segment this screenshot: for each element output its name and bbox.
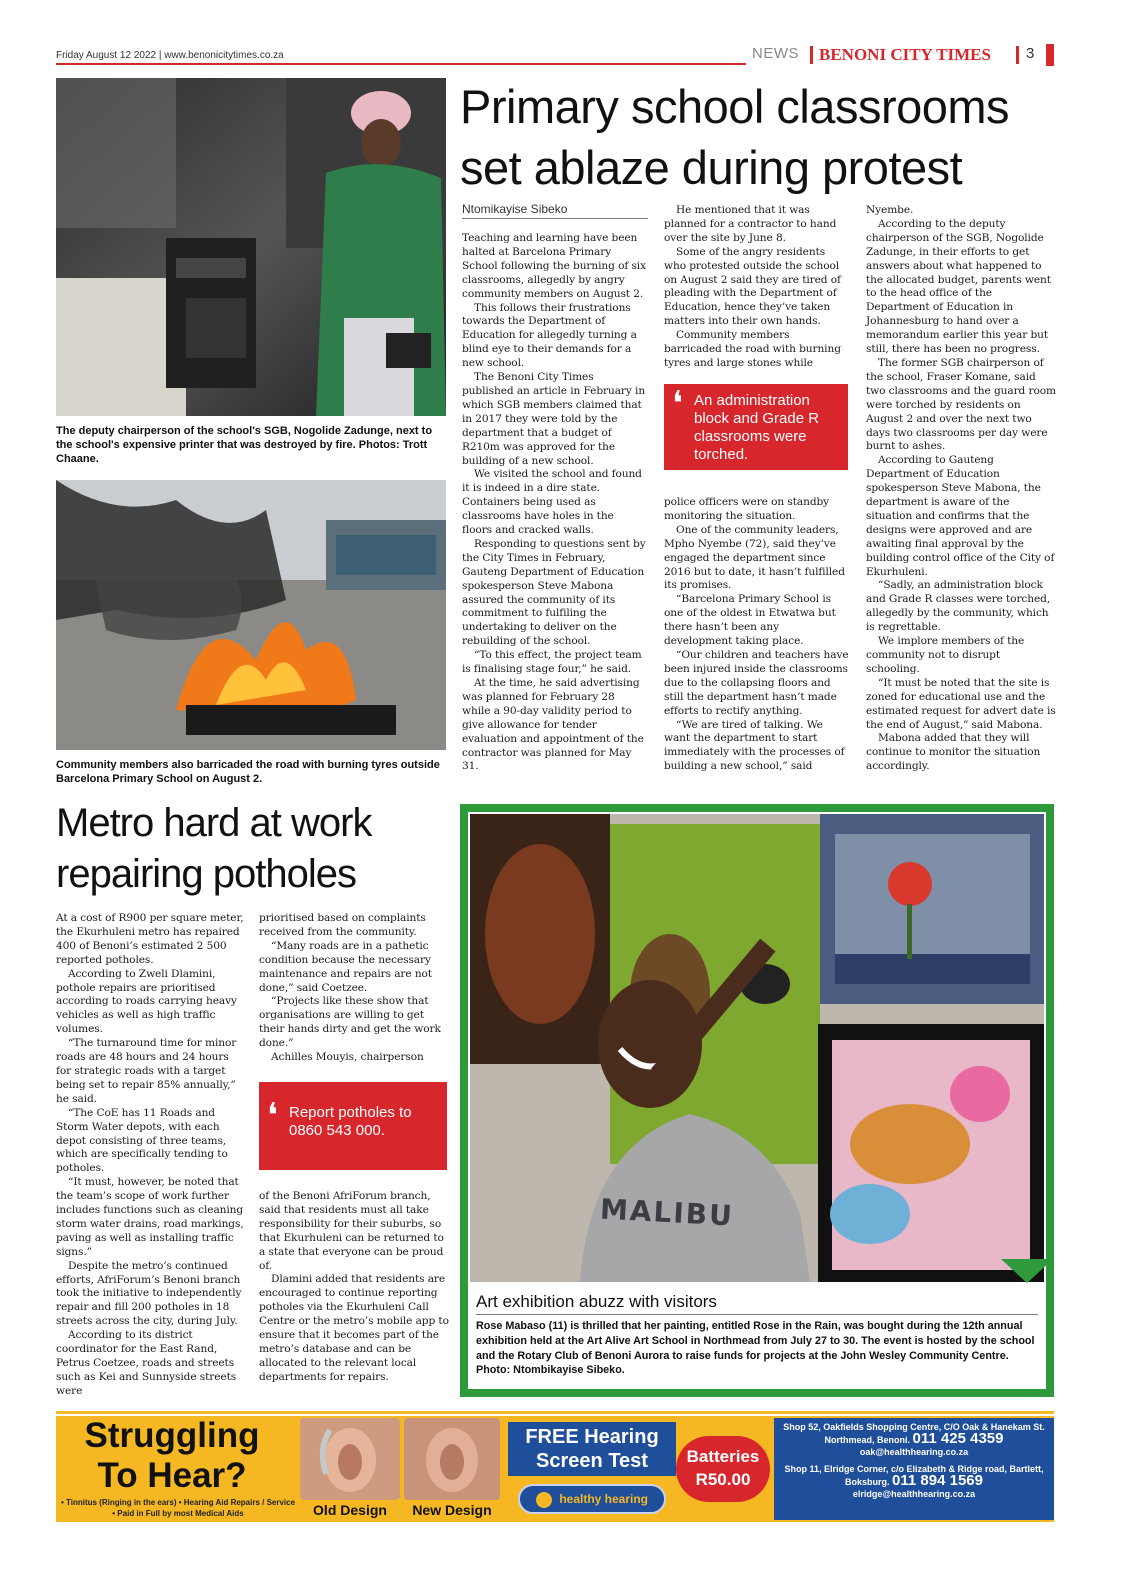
branch2-email[interactable]: elridge@healthhearing.co.za [852,1489,976,1499]
paragraph: He mentioned that it was planned for a contractor to hand over the site by June 8. [664,204,837,244]
story1-pull-quote [664,384,848,470]
batteries-label: Batteries [686,1447,760,1466]
paragraph: Achilles Mouyis, chairperson [271,1051,424,1064]
ad-headline-line1: Struggling [84,1416,260,1455]
corner-triangle [1001,1259,1053,1283]
story1-column-3 [866,204,1056,774]
byline-rule [462,218,648,219]
paragraph: At the time, he said advertising was planned for February 28 while a 90-day validity period to give allowance for tender evaluation and appointment of the contractor was planned for May 31. [462,677,644,773]
paragraph: “Our children and teachers have been injured inside the classrooms due to the collapsing floors and still the department hasn’t made efforts to rectify anything. [664,648,849,717]
page-tab [1046,44,1054,66]
headline-rule [476,1314,1038,1315]
paragraph: Community members barricaded the road with burning tyres and large stones while [664,329,841,369]
story1-column-2-bottom [664,496,850,774]
sweater-text: MALIBU [599,1192,735,1233]
paragraph: One of the community leaders, Mpho Nyembe (72), said they’ve engaged the department since 2016 but to date, it hasn’t fulfilled its promises. [664,523,845,592]
branch2-address: Shop 11, Elridge Corner, c/o Elizabeth & Ridge road, Bartlett, Boksburg. [784,1464,1044,1487]
paragraph: Despite the metro’s continued efforts, AfriForum’s Benoni branch took the initiative to independently repair and fill 200 potholes in 18 streets across the city, during July. [56,1259,242,1328]
brand-logo-icon [536,1492,552,1508]
story3-headline: Art exhibition abuzz with visitors [476,1292,717,1311]
branch1-phone: 011 425 4359 [912,1430,1004,1447]
story1-byline: Ntomikayise Sibeko [462,202,568,216]
story1-headline: Primary school classrooms set ablaze during protest [460,80,1010,194]
paragraph: Responding to questions sent by the City Times in February, Gauteng Department of Education spokesperson Steve Mabona assured the community of its commitment to fulfiling the undertaking to deliver on the rebuilding of the school. [462,537,646,648]
paragraph: prioritised based on complaints received from the community. [259,912,426,938]
story3-caption: Rose Mabaso (11) is thrilled that her painting, entitled Rose in the Rain, was bought during the 12th annual exhibition held at the Art Alive Art School in Northmead from July 27 to 30. The event is hosted by the school and the Rotary Club of Benoni Aurora to raise funds for projects at the John Wesley Community Centre. Photo: Ntombikayise Sibeko. [476,1320,1035,1377]
paragraph: According to the deputy chairperson of the SGB, Nogolide Zadunge, in their efforts to get answers about what happened to the allocated budget, parents went to the head office of the Department of Education in Johannesburg to hand over a memorandum earlier this year but still, there has been no progress. [866,217,1051,356]
story2-pull-quote [259,1082,447,1170]
paragraph: “To this effect, the project team is finalising stage four,” he said. [462,649,642,676]
paragraph: According to Gauteng Department of Education spokesperson Steve Mabona, the department is aware of the situation and confirms that the designs were approved and are awaiting final approval by the building control office of the City of Ekurhuleni. [866,454,1055,578]
header-divider-2 [1016,46,1019,64]
paragraph: Some of the angry residents who protested outside the school on August 2 said they are tired of pleading with the Department of Education, hence they’ve taken matters into their own hands. [664,245,841,328]
paragraph: Nyembe. [866,204,914,216]
paragraph: “The CoE has 11 Roads and Storm Water depots, with each depot consisting of three teams, which are specifically tending to potholes. [56,1106,228,1175]
story1-column-2-top [664,204,850,371]
story2-headline: Metro hard at work repairing potholes [56,801,372,896]
ear-photo-old [300,1418,400,1500]
paragraph: According to Zweli Dlamini, pothole repairs are prioritised according to roads carrying heavy vehicles as well as high traffic volumes. [56,967,237,1036]
story1-column-1 [462,232,646,774]
paragraph: The Benoni City Times published an article in February in which SGB members claimed that in 2017 they were told by the department that a budget of R210m was approved for the building of a new school. [462,371,646,467]
advert-top-rule [56,1411,1054,1414]
brand-name: healthy hearing [559,1492,649,1506]
header-divider-1 [810,46,813,64]
batteries-badge [676,1436,770,1502]
header-rule [56,63,746,65]
old-design-label: Old Design [313,1502,387,1518]
ear-photo-new [404,1418,500,1500]
branch1-address: Shop 52, Oakfields Shopping Centre, C/O Oak & Hanekam St. Northmead, Benoni. [783,1422,1045,1445]
paragraph: We implore members of the community not to disrupt schooling. [866,635,1025,675]
paragraph: This follows their frustrations towards the Department of Education for allegedly turning a blind eye to their demands for a new school. [462,301,637,370]
paragraph: Mabona added that they will continue to monitor the situation accordingly. [866,732,1041,773]
quote-mark-icon: ❛ [267,1098,278,1135]
page-number: 3 [1026,45,1035,62]
paragraph: According to its district coordinator for the East Rand, Petrus Coetzee, roads and streets such as Kei and Sunnyside streets were [56,1329,237,1397]
new-design-label: New Design [412,1502,492,1518]
paragraph: At a cost of R900 per square meter, the Ekurhuleni metro has repaired 400 of Benoni’s estimated 2 500 reported potholes. [56,912,244,966]
free-test-line2: Screen Test [536,1450,648,1472]
paragraph: Teaching and learning have been halted at Barcelona Primary School following the burning of six classrooms, allegedly by angry community members on August 2. [462,232,646,300]
photo-burnt-room [56,78,446,416]
story2-column-1 [56,912,244,1399]
pull-quote-text: An administration block and Grade R classrooms were torched. [694,392,820,463]
ad-headline-line2: To Hear? [97,1456,247,1495]
free-test-line1: FREE Hearing [525,1426,659,1448]
paper-name: BENONI CITY TIMES [819,45,991,64]
batteries-price: R50.00 [695,1470,751,1489]
paragraph: “It must, however, be noted that the team’s scope of work further includes functions such as cleaning storm water drains, road markings, paving as well as installing traffic signs.” [56,1176,244,1258]
branch2-phone: 011 894 1569 [892,1472,983,1489]
paragraph: “The turnaround time for minor roads are 48 hours and 24 hours for strategic roads with a target being set to repair 85% annually,” he said. [56,1037,237,1105]
photo1-caption: The deputy chairperson of the school's SGB, Nogolide Zadunge, next to the school's expensive printer that was destroyed by fire. Photos: Trott Chaane. [56,425,433,465]
art-exhibition-frame [460,804,1054,1397]
paragraph: police officers were on standby monitoring the situation. [664,496,830,522]
paragraph: “We are tired of talking. We want the department to start immediately with the processes of building a new school,” said [664,718,845,773]
paragraph: of the Benoni AfriForum branch, said that residents must all take responsibility for their suburbs, so that Ekurhuleni can be returned to a state that everyone can be proud of. [259,1190,444,1272]
hearing-advert [56,1416,1054,1522]
paragraph: Dlamini added that residents are encouraged to continue reporting potholes via the Ekurhuleni Call Centre or the metro’s mobile app to ensure that it becomes part of the metro’s database and can be allocated to the relevant local departments for repairs. [259,1273,449,1383]
story2-column-2-top [259,912,449,1065]
story2-column-2-bottom [259,1190,449,1385]
ad-services: • Tinnitus (Ringing in the ears) • Hearing Aid Repairs / Service • Paid in Full by most Medical Aids [60,1498,296,1518]
branch1-email[interactable]: oak@healthhearing.co.za [859,1447,969,1457]
paragraph: The former SGB chairperson of the school, Fraser Komane, said two classrooms and the guard room were torched by residents on August 2 and over the next two days two classrooms per day were burnt to ashes. [866,356,1056,453]
branch-details [774,1418,1054,1520]
section-label: NEWS [752,45,799,62]
paragraph: “Barcelona Primary School is one of the oldest in Etwatwa but there hasn’t been any development taking place. [664,593,836,648]
photo2-caption: Community members also barricaded the road with burning tyres outside Barcelona Primary School on August 2. [56,759,440,785]
pull-quote-text: Report potholes to 0860 543 000. [289,1104,412,1139]
photo-burning-tyres [56,480,446,750]
quote-mark-icon: ❛ [672,386,683,423]
paragraph: “It must be noted that the site is zoned for educational use and the estimated request for advert date is the end of August,” said Mabona. [866,676,1056,731]
photo-art-exhibition [470,814,1044,1282]
paragraph: We visited the school and found it is indeed in a dire state. Containers being used as classrooms have holes in the floors and cracked walls. [462,468,642,537]
free-test-banner [508,1422,676,1476]
paragraph: “Projects like these show that organisations are willing to get their hands dirty and get the work done.” [259,995,441,1050]
dateline: Friday August 12 2022 | www.benonicitytimes.co.za [56,50,284,61]
paragraph: “Sadly, an administration block and Grade R classes were torched, allegedly by the community, which is regrettable. [866,579,1051,634]
paragraph: “Many roads are in a pathetic condition because the necessary maintenance and repairs are not done,” said Coetzee. [259,939,432,994]
brand-logo [518,1484,666,1514]
ad-headline [56,1416,288,1496]
